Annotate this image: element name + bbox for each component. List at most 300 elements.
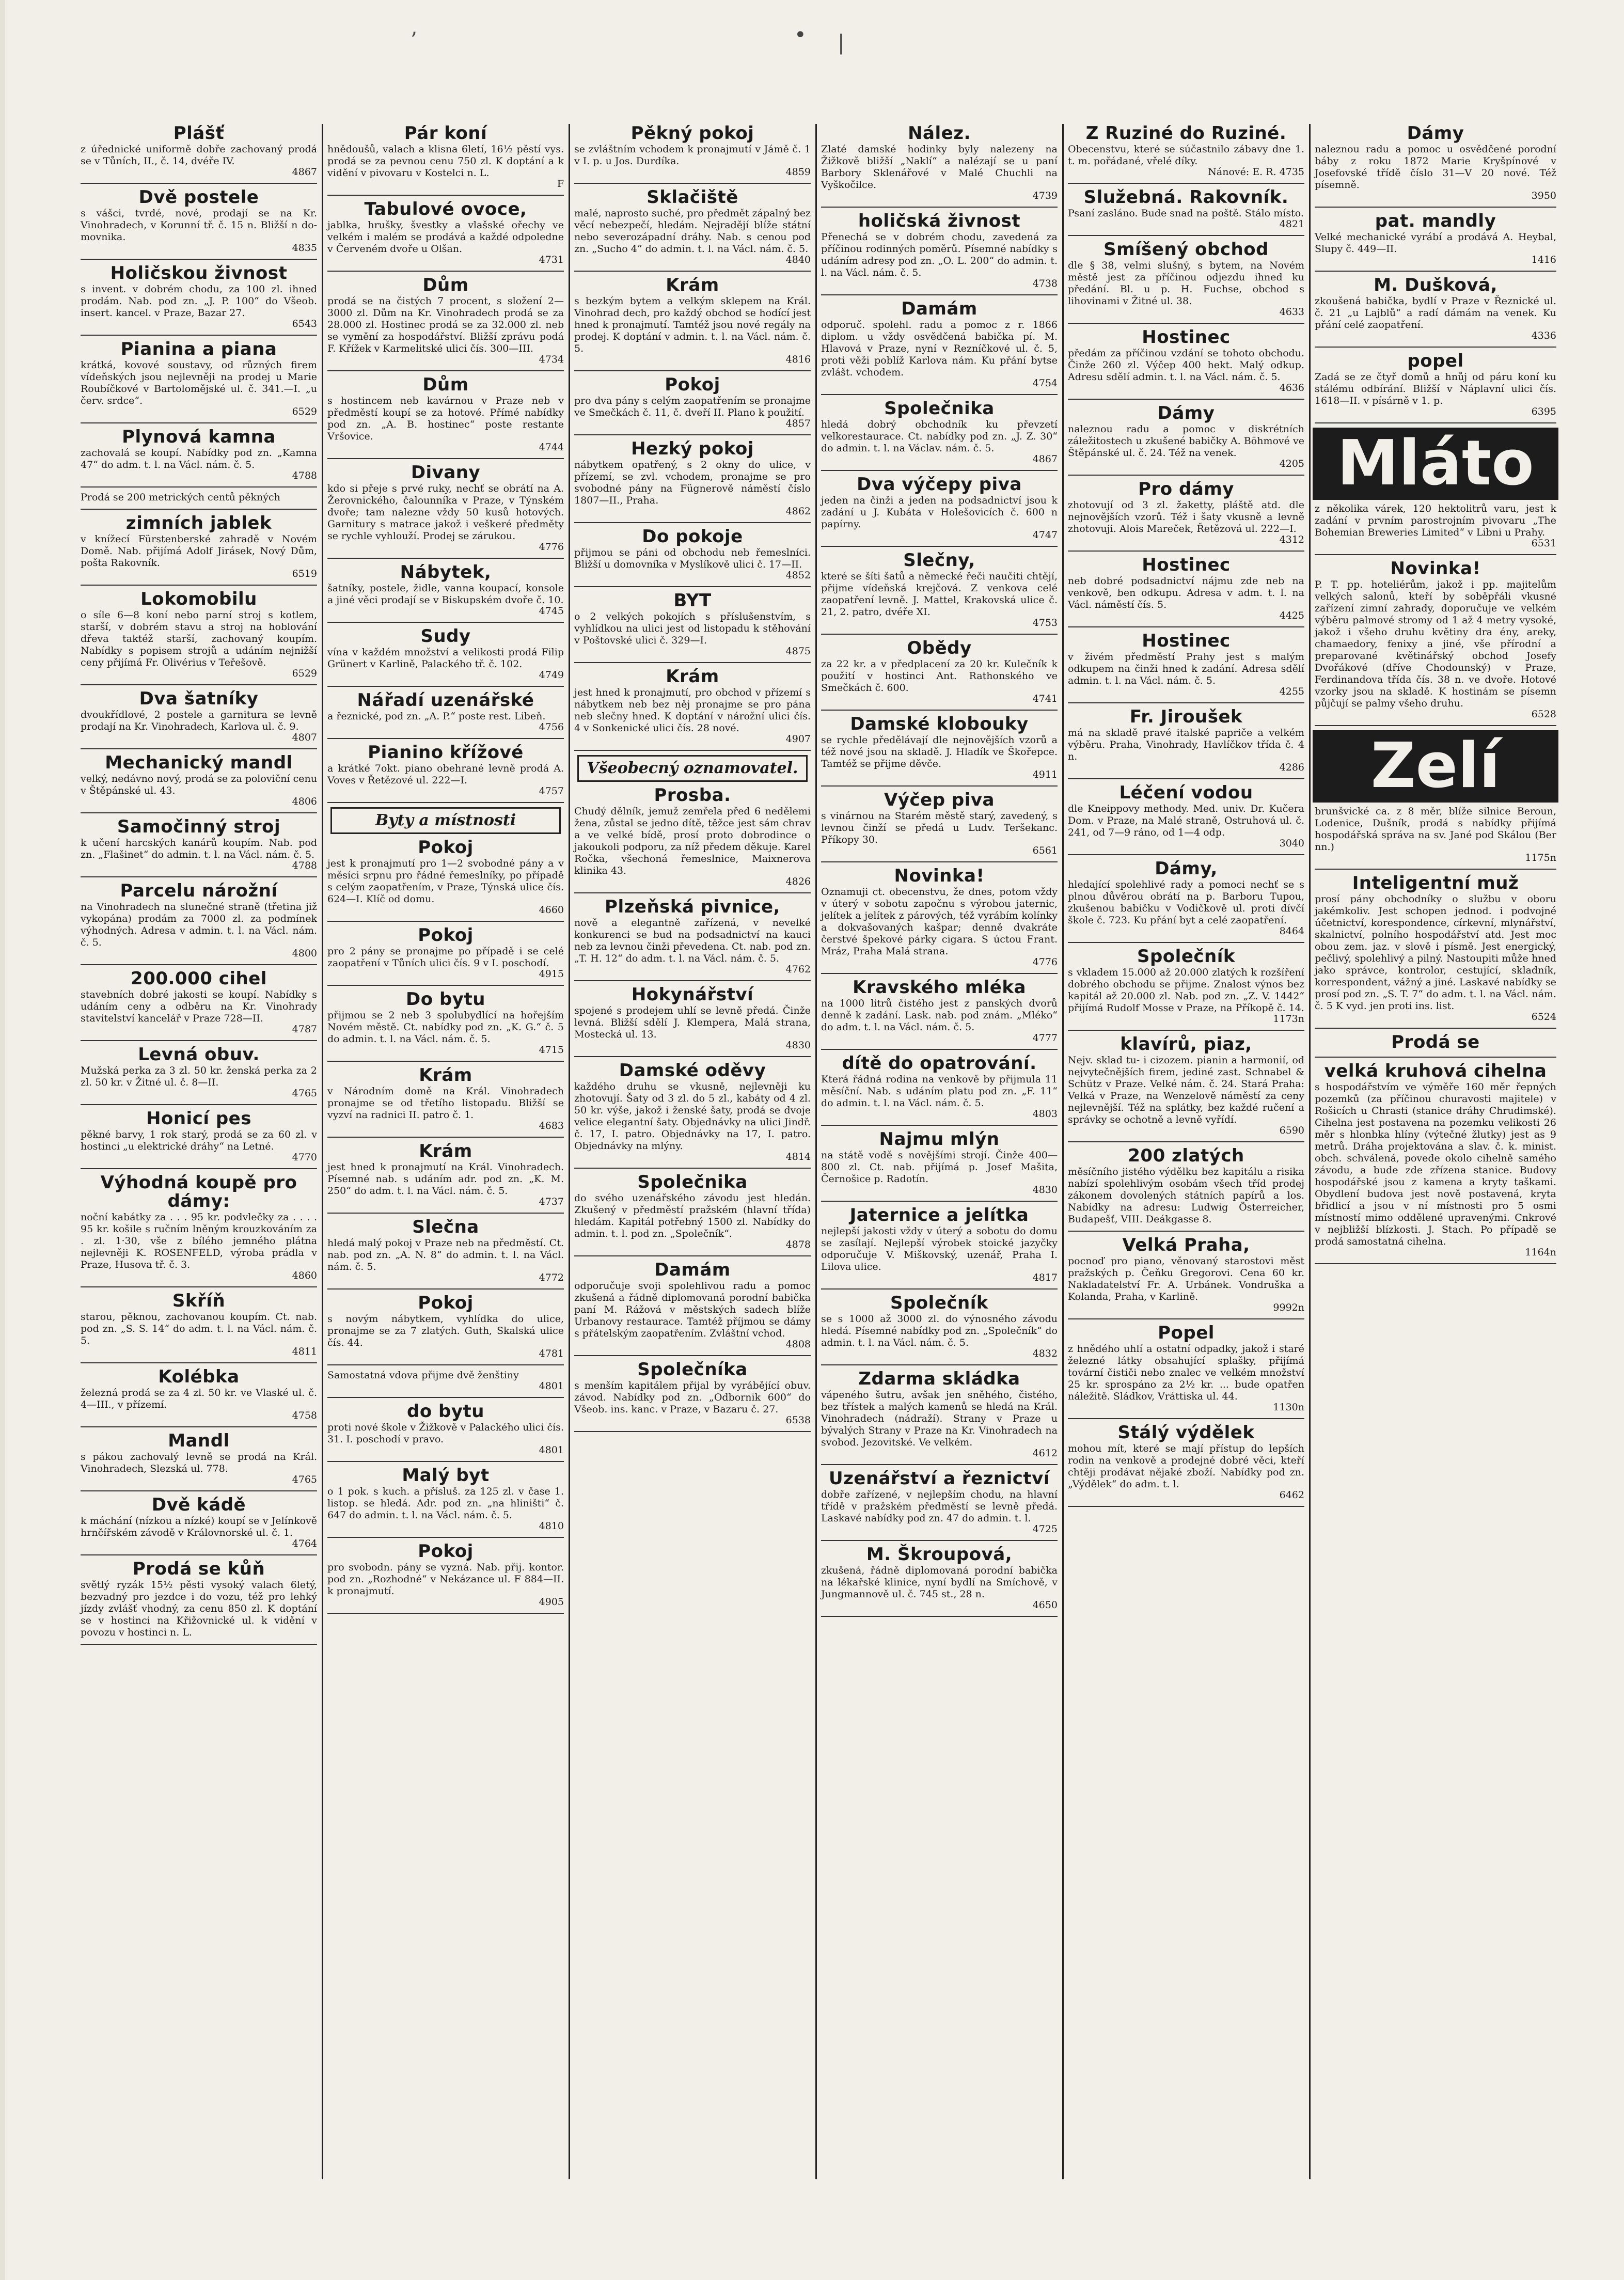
ad-text: o síle 6—8 koní nebo parní stroj s kotlem, starší, v dobrém stavu a stroj na hoblování dřeva taktéž starší, zachovaný koupím. Nabídky s popisem strojů a udáním nejnižší ceny přijímá Fr. Olivérius v Teřešově. [81,609,317,668]
ad-heading: Léčení vodou [1119,782,1253,803]
classified-ad [574,527,811,581]
ad-text: noční kabátky za . . . 95 kr. podvlečky za . . . . 95 kr. košile s ručním lněným krouzkováním za . zl. 1·30, vše z bílého jemného plátna nejlevněji K. ROSENFELD, výroba prádla v Praze, Husova tř. č. 3. [81,1212,317,1270]
classified-ad [1315,124,1556,201]
ad-heading: Krám [666,666,719,687]
column-rule [1062,124,1064,2179]
ad-number: 6543 [292,318,317,329]
ad-number: 4806 [292,796,317,807]
section-heading-box: Všeobecný oznamovatel. [577,755,808,782]
ad-text: naleznou radu a pomoc v diskrétních záležitostech u zkušené babičky A. Böhmové ve Štěpánské ul. č. 24. Též na venek. [1068,423,1304,459]
classified-ad [574,188,811,265]
classified-ad [574,786,811,887]
ad-text: přijmou se 2 neb 3 spolubydlící na hořejším Novém městě. Ct. nabídky pod zn. „K. G.“ č. 5 do admin. t. l. na Václ. nám. č. 5. [327,1010,564,1045]
ad-heading: Popel [1158,1323,1215,1343]
ad-text: k učení harcských kanárů koupím. Nab. pod zn. „Flašinet“ do admin. t. l. na Václ. nám. č. 5. [81,837,317,860]
ad-number: 4734 [539,354,564,365]
ad-separator [327,1537,564,1538]
ad-heading: Tabulové ovoce, [364,199,527,219]
ad-number: 4739 [1032,190,1058,201]
ad-number: 4770 [292,1152,317,1163]
ad-separator [574,1255,811,1256]
ad-heading: Dva šatníky [139,688,259,709]
ad-separator [821,861,1058,862]
ad-heading: Pokoj [418,1541,474,1562]
ad-number: 4915 [539,968,564,980]
classified-ad [1315,503,1556,549]
ad-text: pěkné barvy, 1 rok starý, prodá se za 60 zl. v hostinci „u elektrické dráhy“ na Letné. [81,1129,317,1152]
ad-separator [574,662,811,663]
classified-ad [574,375,811,429]
ad-separator [327,802,564,803]
ad-text: pro dva pány s celým zaopatřením se pronajme ve Smečkách č. 11, č. dveří II. Plano k použití. [574,395,811,418]
ad-text: na státě vodě s novějšími strojí. Činže 400—800 zl. Ct. nab. přijímá p. Josef Mašita, Černošice p. Radotín. [821,1150,1058,1185]
ad-text: P. T. pp. hoteliérům, jakož i pp. majitelům velkých salonů, kteří by soběpřáli vkusné zařízení zimní zahrady, doporučuje ve velkém výběru palmové stromy od 1 až 4 metry vysoké, jakož i všeho druhu květiny dra ény, areky, chamaedory, fenixy a jiné, vše přírodní a preparované květinářský obchod Josefy Dvořákové (dříve Chodounský) v Praze, Ferdinandova třída čís. 38 n. ve dvoře. Hotové vzorky jsou na skladě. K hostinám se písemn půjčují se palmy všeho druhu. [1315,579,1556,709]
ad-separator [327,370,564,371]
ad-number: Nánové: E. R. 4735 [1208,166,1304,178]
ad-number: 4832 [1032,1348,1058,1359]
ad-separator [81,1362,317,1363]
ad-separator [1068,235,1304,236]
ad-separator [327,195,564,196]
classified-ad [1068,1035,1304,1136]
ad-number: 4857 [785,418,811,429]
ad-number: 4741 [1032,693,1058,704]
ad-text: pro svobodn. pány se vyzná. Nab. přij. kontor. pod zn. „Rozhodné“ v Nekázance ul. F 884—II. k pronajmutí. [327,1562,564,1597]
ad-number: 4867 [292,166,317,178]
ad-separator [1068,1318,1304,1319]
ad-number: 1416 [1531,254,1556,265]
ad-heading: Nářadí uzenářské [357,690,534,711]
ad-heading: Dámy, [1155,858,1218,879]
ad-separator [327,271,564,272]
ad-number: 4808 [785,1339,811,1350]
classified-ad [327,627,564,681]
ad-number: 4811 [292,1346,317,1357]
top-mark-2: • [794,23,807,47]
classified-ad [81,753,317,807]
ad-heading: Společníka [637,1359,748,1380]
ad-heading: Pokoj [418,837,474,858]
ad-separator [1068,399,1304,400]
ad-separator [81,486,317,488]
classified-ad [821,475,1058,541]
ad-number: 4830 [1032,1184,1058,1196]
classified-ad [1068,1423,1304,1501]
ad-heading: Slečna [412,1217,479,1237]
ad-number: 4807 [292,732,317,743]
ad-heading: Hokynářství [631,984,754,1005]
ad-text: vína v každém množství a velikosti prodá Filip Grünert v Karlině, Palackého tř. č. 102. [327,647,564,670]
ad-heading: 200.000 cihel [131,968,267,989]
ad-heading: Uzenářství a řeznictví [829,1468,1050,1489]
classified-ad [574,985,811,1051]
ad-separator [1315,271,1556,272]
ad-heading: Kravského mléka [853,977,1026,998]
classified-ad [81,1560,317,1639]
ad-separator [81,748,317,749]
ad-separator [81,1554,317,1555]
ad-separator [327,558,564,559]
ad-text: za 22 kr. a v předplacení za 20 kr. Kulečník k použití v hostinci Ant. Rathonského ve Smečkách č. 600. [821,658,1058,694]
classified-ad [821,1054,1058,1120]
ad-number: 4737 [539,1196,564,1207]
ad-text: s vášci, tvrdé, nové, prodají se na Kr. Vinohradech, v Korunní tř. č. 15 n. Bližší n do-movnika. [81,208,317,243]
ad-heading: Levná obuv. [138,1044,260,1065]
ad-separator [327,1613,564,1614]
ad-number: 3040 [1279,838,1304,849]
ad-separator [327,921,564,922]
ad-heading: Fr. Jiroušek [1129,706,1243,727]
classified-ad [327,926,564,980]
column-rule [569,124,570,2179]
ad-separator [1068,1231,1304,1232]
ad-number: 4776 [1032,956,1058,968]
ad-separator [327,1364,564,1365]
ad-number: 6529 [292,406,317,417]
ad-heading: Obědy [907,638,972,658]
ad-heading: Hostinec [1142,631,1231,651]
ad-separator [1068,323,1304,324]
ad-separator [574,183,811,184]
ad-heading: Pěkný pokoj [630,124,754,144]
ad-number: 6531 [1531,538,1556,549]
classified-ad [1315,352,1556,417]
ad-heading: Mechanický mandl [105,752,293,773]
ad-separator [574,1056,811,1057]
ad-text: hledá dobrý obchodník ku převzetí velkorestaurace. Ct. nabídky pod zn. „J. Z. 30“ do admin. t. l. na Václav. nám. č. 5. [821,419,1058,454]
ad-number: 4738 [1032,278,1058,289]
ad-text: na 1000 litrů čistého jest z panských dvorů denně k zadání. Lask. nab. pod znám. „Mléko“ do adm. t. l. na Václ. nám. č. 5. [821,998,1058,1033]
ad-heading: Dům [422,374,469,395]
ad-number: 4817 [1032,1272,1058,1283]
ad-text: Samostatná vdova přijme dvě ženštiny [327,1370,519,1381]
ad-number: 8464 [1279,925,1304,937]
classified-ad [81,188,317,254]
classified-ad [81,264,317,329]
ad-heading: Malý byt [402,1465,490,1486]
ad-separator [821,1201,1058,1202]
section-heading-box: Byty a místnosti [330,807,561,834]
ad-number: 6519 [292,568,317,579]
ad-heading: Nábytek, [400,562,492,583]
ad-separator [1068,551,1304,552]
ad-separator [1068,1506,1304,1507]
classified-ad [81,969,317,1035]
ad-text: vápeného šutru, avšak jen sněhého, čistého, bez třístek a malých kamenů se hledá na Král. Vinohradech (nádraží). Strany v Praze u bývalých Strany v Praze na Kr. Vinohradech na svobod. Jezovitské. Ve velkém. [821,1389,1058,1448]
ad-separator [821,1364,1058,1365]
ad-text: měsíčního jistého výdělku bez kapitálu a risika nabízí spolehlivým osobám všech tříd prodej zákonem dovolených státních papírů a los. Nabídky na adresu: Ludwig Österreicher, Budapešť, VIII. Deákgasse 8. [1068,1166,1304,1225]
ad-text: Chudý dělník, jemuž zemřela před 6 nedělemi žena, zůstal se jedno dítě, těžce jest sám chrav a ve velké bídě, prosí proto dobrodince o jakoukoli podporu, za níž předem děkuje. Karel Ročka, všechoná řemeslnice, Maixnerova klinika 43. [574,806,811,876]
ad-text: pro 2 pány se pronajme po případě i se celé zaopatření v Tůních ulici čís. 9 v I. poschodí. [327,946,564,969]
ad-heading: Z Ruziné do Ruziné. [1085,124,1287,144]
ad-heading: Výčep piva [884,790,995,810]
ad-heading: Hostinec [1142,555,1231,575]
ad-text: s hostincem neb kavárnou v Praze neb v předměstí koupí se za hotové. Přímé nabídky pod zn. „A. B. hostinec“ poste restante Vršovice. [327,395,564,442]
ad-text: Velké mechanické vyrábí a prodává A. Heybal, Slupy č. 449—II. [1315,231,1556,255]
column-1 [77,124,320,2179]
classified-ad [574,591,811,657]
ad-number: 4747 [1032,529,1058,541]
classified-ad [81,689,317,743]
ad-separator [1315,422,1556,423]
ad-separator [574,370,811,371]
ad-number: 4762 [785,964,811,975]
ad-text: Zadá se ze čtyř domů a hnůj od páru koní ku stálému odbírání. Bližší v Náplavní ulici čís. 1618—II. v písárně v 1. p. [1315,371,1556,406]
classified-ad [1315,1033,1556,1051]
ad-separator [574,586,811,587]
classified-ad [1068,188,1304,230]
ad-heading: 200 zlatých [1128,1145,1244,1166]
ad-text: na Vinohradech na slunečné straně (třetina již vykopána) prodám za 7000 zl. za podmínek výhodných. Adresa v admin. t. l. na Václ. nám. č. 5. [81,901,317,948]
ad-text: Která řádná rodina na venkově by přijmula 11 měsíční. Nab. s udáním platu pod zn. „F. 11“ do admin. t. l. na Václ. nám. č. 5. [821,1074,1058,1109]
ad-separator [327,686,564,687]
ad-separator [327,1461,564,1462]
ad-text: Mužská perka za 3 zl. 50 kr. ženská perka za 2 zl. 50 kr. v Žitné ul. č. 8—II. [81,1065,317,1088]
ad-separator [1068,1418,1304,1419]
classified-ad [574,276,811,365]
column-2 [324,124,567,2179]
ad-number: 4255 [1279,686,1304,697]
ad-number: 4758 [292,1410,317,1421]
ad-text: šatníky, postele, židle, vanna koupací, konsole a jiné věci prodají se v Biskupském dvoře č. 10. [327,583,564,606]
classified-ad [81,1367,317,1421]
ad-number: 4860 [292,1270,317,1281]
column-3 [571,124,814,2179]
ad-heading: Prodá se [1391,1032,1480,1052]
ad-separator [81,585,317,586]
ad-separator [574,271,811,272]
ad-heading: Velká Praha, [1122,1235,1250,1255]
ad-text: Prodá se 200 metrických centů pěkných [81,492,280,503]
ad-text: v živém předměstí Prahy jest s malým odkupem na činži hned k zadání. Adresa sdělí admin. t. l. na Václ. nám. č. 5. [1068,651,1304,686]
classified-ad [1068,632,1304,697]
classified-ad [327,200,564,265]
ad-text: zkušená, řádně diplomovaná porodní babička na lékařské klinice, nyní bydlí na Smíchově, v Jungmannově ul. č. 745 st., 28 n. [821,1565,1058,1600]
classified-ad [1068,783,1304,849]
ad-heading: Společník [890,1293,989,1313]
classified-ad [327,990,564,1056]
ad-heading: Damám [901,298,977,319]
classified-ad [327,124,564,190]
ad-number: 4777 [1032,1032,1058,1044]
ad-text: Oznamuji ct. obecenstvu, že dnes, potom vždy v úterý v sobotu započnu s výrobou jaternic, jelítek a jelítek z párových, též vyrábím kolínky a dokvašovaných kašpar; denně dvakráte čerstvé špekové párky cigara. S úctou Frant. Mráz, Praha Malá strana. [821,886,1058,957]
ad-heading: Samočinný stroj [117,816,281,837]
ad-number: 4660 [539,904,564,916]
ad-number: 4636 [1279,382,1304,394]
ad-number: 4835 [292,242,317,254]
ad-text: nejlepší jakosti vždy v úterý a sobotu do domu se zasílají. Nejlepší výrobek stoické jazyčky odporučuje V. Miškovský, uzenář, Praha I. Lilova ulice. [821,1225,1058,1272]
classified-ad [81,882,317,959]
ad-heading: Pianino křížové [368,742,524,763]
ad-number: 4764 [292,1538,317,1549]
ad-separator [1068,183,1304,184]
ad-number: 6538 [785,1414,811,1426]
ad-text: odporučuje svoji spolehlivou radu a pomoc zkušená a řádně diplomovaná porodní babička paní M. Rážová v městských sadech blíže Urbanovy restaurace. Tamtéž příjmou se dámy s přátelským zaopatřením. Zvláštní vchod. [574,1280,811,1339]
ad-heading: Prodá se kůň [132,1559,265,1579]
ad-heading: Dva výčepy piva [857,474,1022,495]
ad-heading: Dvě postele [138,187,259,208]
ad-number: 6561 [1032,845,1058,856]
ad-separator [1068,475,1304,476]
ad-heading: Služebná. Rakovník. [1083,187,1289,208]
ad-text: dle Kneippovy methody. Med. univ. Dr. Kučera Dom. v Praze, na Malé straně, Ostruhová ul. č. 241, od 7—9 ráno, od 1—4 odp. [1068,803,1304,838]
ad-text: nově a elegantně zařízená, v nevelké konkurenci se bud na podsadnictví na kauci neb za levnou činži převedena. Ct. nab. pod zn. „T. H. 12“ do adm. t. l. na Václ. nám. č. 5. [574,917,811,964]
classified-ad [821,399,1058,465]
classified-ad [821,1206,1058,1283]
ad-heading: Hezký pokoj [631,438,754,459]
ad-separator [574,750,811,751]
ad-heading: Skříň [172,1291,226,1311]
ad-heading: klavírů, piaz, [1120,1034,1252,1055]
ad-number: 1175n [1525,852,1556,863]
ad-heading: Dámy [1407,124,1464,144]
ad-text: se rychle předělávají dle nejnovějších vzorů a též nové jsou na skladě. J. Hladík ve Škořepce. Tamtéž se přijme děvče. [821,734,1058,769]
ad-heading: M. Dušková, [1374,275,1497,295]
ad-separator [327,1397,564,1398]
ad-number: 4788 [292,470,317,481]
ad-text: Zlaté damské hodinky byly nalezeny na Žižkově bližší „Naklí“ a nalézají se u paní Barbory Sklenářové v Malé Chuchli na Vyškočilce. [821,144,1058,191]
ad-heading: Plynová kamna [122,427,276,447]
ad-heading: popel [1407,351,1464,371]
ad-separator [81,509,317,510]
classified-ad [1068,556,1304,621]
ad-separator [81,684,317,685]
classified-ad [821,791,1058,856]
ad-separator [821,710,1058,711]
ad-separator [81,876,317,877]
ad-number: 9992n [1273,1302,1304,1313]
classified-ad [327,1370,564,1392]
ad-heading: dítě do opatrování. [842,1053,1037,1074]
ad-separator [81,1168,317,1169]
ad-heading: Kolébka [158,1366,240,1387]
classified-ad [327,276,564,365]
ad-heading: zimních jablek [125,513,272,533]
ad-text: světlý ryzák 15½ pěsti vysoký valach 6letý, bezvadný pro jezdce i do vozu, též pro lehký jízdy zvlášť vhodný, za cenu 850 zl. K doptání se v hostinci na Křižovnické ul. k vidění v povozu v hostinci n. L. [81,1579,317,1638]
classified-ad [81,492,317,504]
ad-separator [574,1168,811,1169]
ad-text: s menším kapitálem přijal by vyrábějící obuv. závod. Nabídky pod zn. „Odbornik 600“ do Všeob. ins. kanc. v Praze, v Bazaru č. 27. [574,1380,811,1415]
ad-number: 1130n [1273,1402,1304,1413]
ad-separator [821,1125,1058,1126]
ad-separator [1315,1028,1556,1029]
ad-heading: velká kruhová cihelna [1324,1061,1547,1081]
classified-ad [1068,124,1304,178]
classified-ad [1315,1062,1556,1258]
classified-ad [81,514,317,579]
classified-ad [574,1360,811,1426]
ad-text: nábytkem opatřený, s 2 okny do ulice, v přízemí, se zvl. vchodem, pronajme se pro svobodné pány na Fügnerově náměstí číslo 1807—II., Praha. [574,459,811,506]
ad-separator [1315,207,1556,208]
ad-text: s pákou zachovalý levně se prodá na Král. Vinohradech, Slezská ul. 778. [81,1451,317,1474]
ad-text: mohou mít, které se mají přístup do lepších rodin na venkově a prodejné dobré věci, kteří chtěji prodávat nějaké zboží. Nabídky pod zn. „Výdělek“ do adm. t. l. [1068,1443,1304,1490]
ad-text: každého druhu se vkusně, nejlevněji ku zhotovují. Šaty od 3 zl. do 5 zl., kabáty od 4 zl. 50 kr. výše, jakož i ženské šaty, prodá se dvoje velice elegantní šaty. Objednávky na ulici Jindř. č. 17, I. patro. Objednávky na 17, I. patro. Objednávky na mlýny. [574,1081,811,1152]
ad-separator [821,546,1058,547]
ad-separator [1068,854,1304,855]
ad-text: se zvláštním vchodem k pronajmutí v Jámě č. 1 v I. p. u Jos. Durdíka. [574,144,811,167]
ad-text: v knížecí Fürstenberské zahradě v Novém Domě. Nab. přijímá Adolf Jirásek, Nový Dům, pošta Rakovník. [81,533,317,569]
ad-number: 4801 [539,1380,564,1392]
ad-heading: Inteligentní muž [1352,873,1519,893]
ad-separator [1315,347,1556,348]
ad-number: 4803 [1032,1108,1058,1120]
classified-ad [821,867,1058,968]
ad-number: 4776 [539,541,564,553]
classified-ad [1315,276,1556,341]
ad-separator [1315,1057,1556,1058]
ad-number: 4867 [1032,453,1058,465]
ad-separator [1068,942,1304,943]
ad-heading: Damské oděvy [619,1060,766,1081]
ad-heading: Krám [419,1141,472,1161]
ad-number: 4826 [785,876,811,887]
ad-heading: Sklačiště [647,187,738,208]
ad-number: 4852 [785,570,811,581]
ad-text: spojené s prodejem uhlí se levně předá. Činže levná. Bližší sdělí J. Klempera, Malá strana, Mostecká ul. 13. [574,1005,811,1040]
ad-text: hledající spolehlivé rady a pomoci nechť se s plnou důvěrou obrátí na p. Barboru Tupou, zkušenou babičku v Vodičkově ul. proti dívčí škole č. 723. Ku přání byt a celé zaopatření. [1068,879,1304,926]
ad-heading: Do pokoje [642,526,743,547]
classified-ad [574,1061,811,1162]
ad-text: hnědoušů, valach a klisna 6letí, 16½ pěstí vys. prodá se za pevnou cenu 750 zl. K doptání a k vidění v pivovaru v Kostelci n. L. [327,144,564,179]
classified-ad [821,1294,1058,1359]
ad-heading: Divany [411,462,481,483]
ad-separator [821,1616,1058,1617]
classified-ad [327,1402,564,1456]
ad-separator [821,1540,1058,1541]
ad-number: 4788 [292,860,317,871]
ad-separator [327,1061,564,1062]
ad-number: 6528 [1531,709,1556,720]
ad-number: F [557,178,564,190]
ad-number: 4830 [785,1040,811,1051]
classified-ad [821,1370,1058,1459]
ad-separator [81,1644,317,1645]
ad-heading: Společnika [884,398,995,419]
ad-text: z úřednické uniformě dobře zachovaný prodá se v Tůních, II., č. 14, dvéře IV. [81,144,317,167]
column-rule [815,124,817,2179]
ad-separator [81,964,317,965]
ad-text: dle § 38, velmi slušný, s bytem, na Novém městě jest za příčinou odjezdu ihned ku předání. Bl. u p. H. Fuchse, obchod s lihovinami v Žitné ul. 38. [1068,260,1304,307]
ad-heading: Jaternice a jelítka [849,1205,1029,1225]
classified-ad [821,124,1058,201]
ad-separator [327,622,564,623]
ad-text: jest hned k pronajmutí, pro obchod v přízemí s nábytkem neb bez něj pronajme se pro pána neb slečny hned. K doptání v nárožní ulici čís. 4 v Sonkenické ulici čís. 28 nové. [574,687,811,734]
ad-separator [327,1288,564,1290]
classified-ad [1068,1324,1304,1413]
ad-number: 4862 [785,506,811,517]
ad-text: malé, naprosto suché, pro předmět zápalný bez věcí nebezpečí, hledám. Nejradějí blíže státní nebo severozápadní dráhy. Nab. s cenou pod zn. „Sucho 4“ do admin. t. l. na Václ. nám. č. 5. [574,208,811,255]
classified-ad [1068,947,1304,1025]
ad-number: 4859 [785,166,811,178]
ad-number: 6590 [1279,1125,1304,1136]
ad-separator [81,1426,317,1427]
ad-heading: Holičskou živnost [110,263,288,284]
column-6 [1312,124,1559,2179]
classified-ad [821,639,1058,704]
ad-text: odporuč. spolehl. radu a pomoc z r. 1866 diplom. u vždy osvědčená babička pí. M. Hlavová v Praze, nyní v Rezníčkové ul. č. 5, proti věži poblíž Karlova nám. Ku přání bytse zvlášt. vchodem. [821,319,1058,378]
ad-number: 4765 [292,1474,317,1485]
classified-ad [327,1218,564,1283]
ad-number: 4754 [1032,378,1058,389]
display-headline: Mláto [1313,428,1558,500]
ad-text: naleznou radu a pomoc u osvědčené porodní báby z roku 1872 Marie Kryšpínové v Josefovské třídě číslo 31—V 20 nové. Též písemně. [1315,144,1556,191]
classified-ad [1068,707,1304,773]
ad-number: 4787 [292,1024,317,1035]
classified-ad [327,463,564,553]
classified-ad [327,1066,564,1131]
ad-text: o 2 velkých pokojích s příslušenstvím, s vyhlídkou na ulici jest od listopadu k stěhování v Poštovské ulici č. 329—I. [574,611,811,646]
ad-text: starou, pěknou, zachovanou koupím. Ct. nab. pod zn. „S. S. 14“ do adm. t. l. na Václ. nám. č. 5. [81,1311,317,1346]
